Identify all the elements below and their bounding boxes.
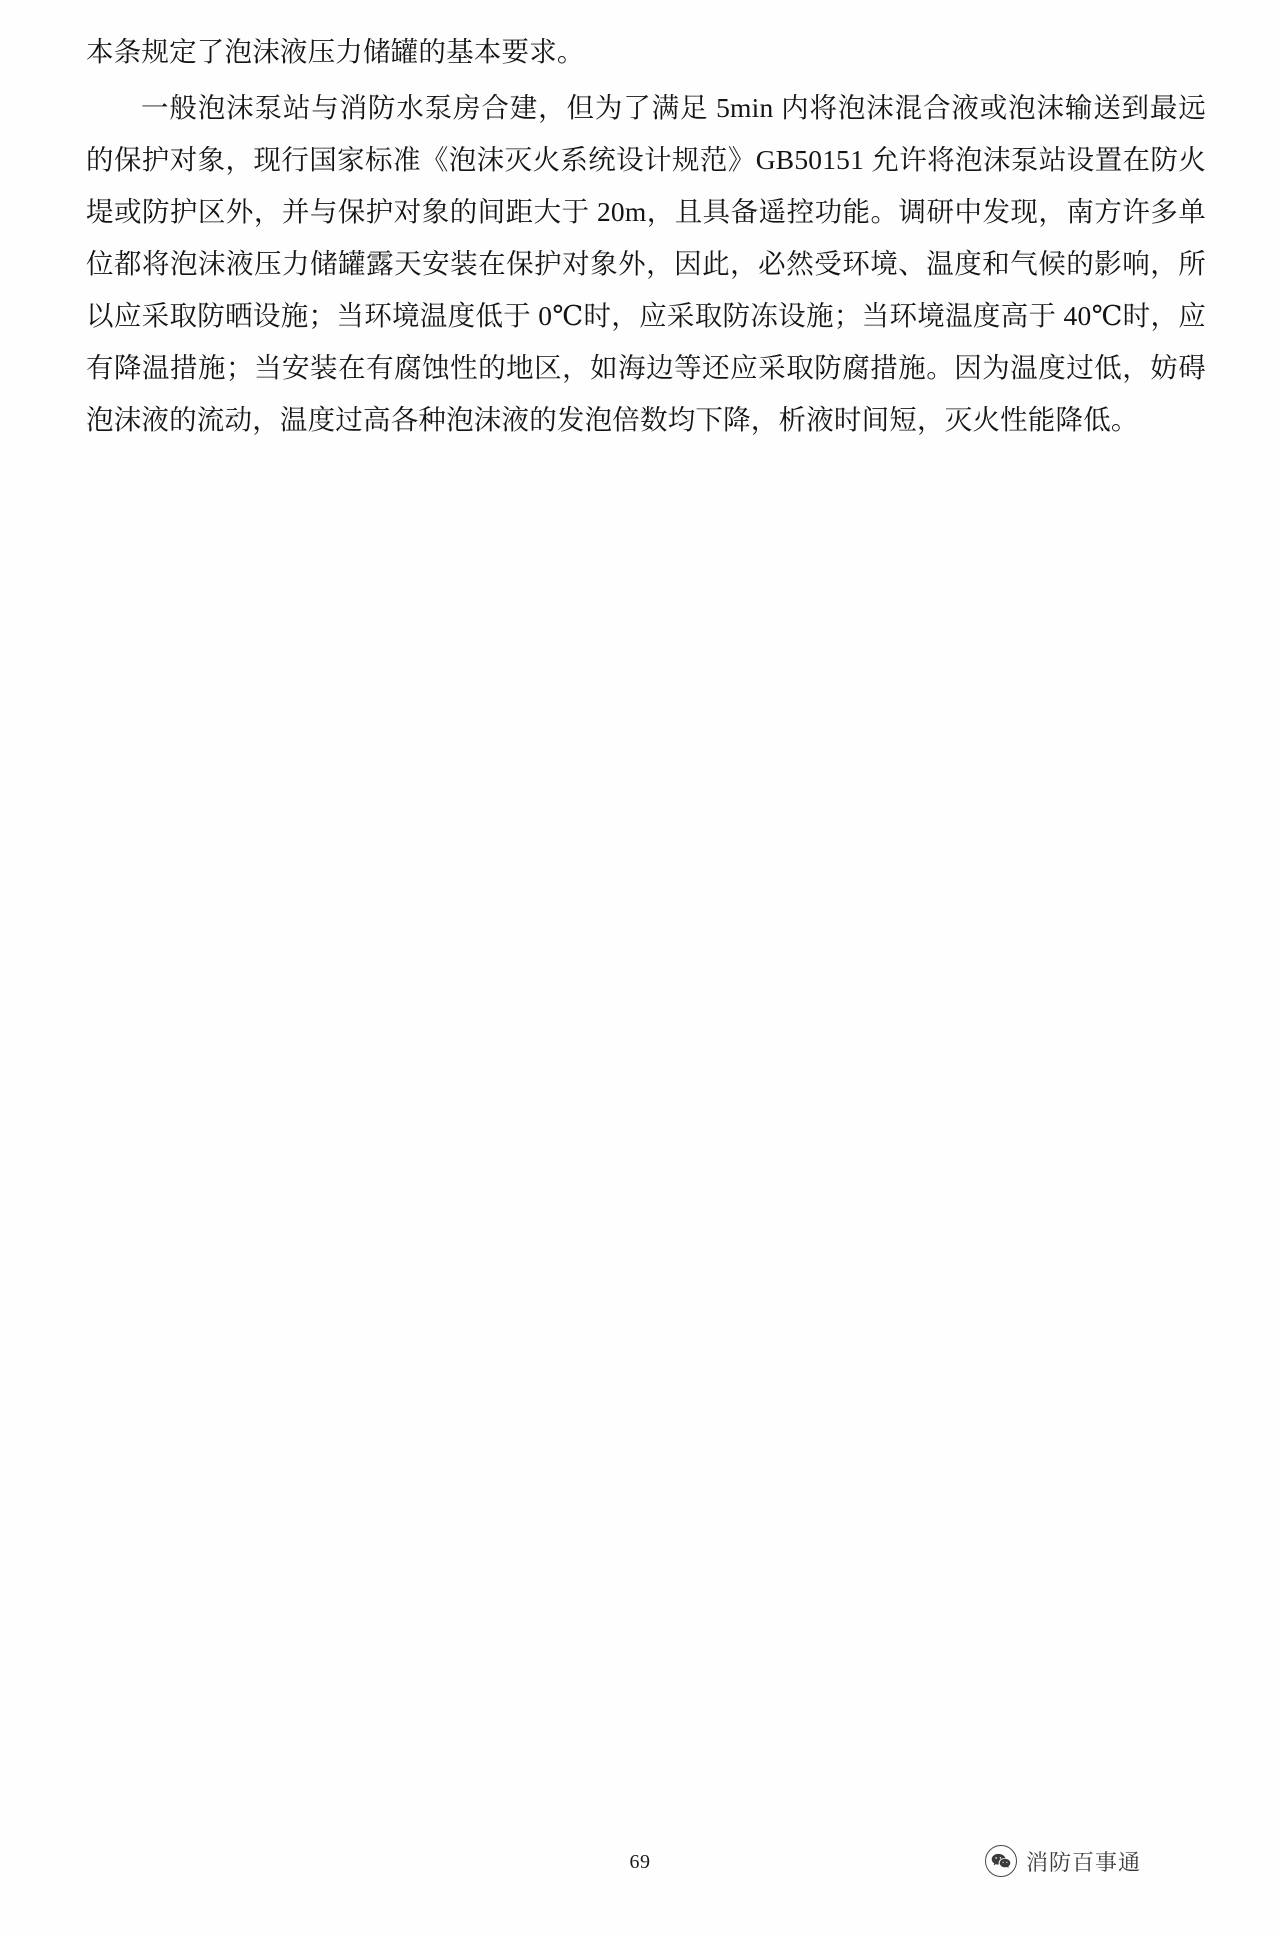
paragraph-2: 一般泡沫泵站与消防水泵房合建，但为了满足 5min 内将泡沫混合液或泡沫输送到最远的保护对象，现行国家标准《泡沫灭火系统设计规范》GB50151 允许将泡沫泵站设置在防火堤或防护区外，并与保护对象的间距大于 20m，且具备遥控功能。调研中发现，南方许多单位都将泡沫液压力储罐露天安装在保护对象外，因此，必然受环境、温度和气候的影响，所以应采取防晒设施；当环境温度低于 0℃时，应采取防冻设施；当环境温度高于 40℃时，应有降温措施；当安装在有腐蚀性的地区，如海边等还应采取防腐措施。因为温度过低，妨碍泡沫液的流动，温度过高各种泡沫液的发泡倍数均下降，析液时间短，灭火性能降低。 xyxy=(86,92,1206,435)
page-content xyxy=(86,26,1206,446)
watermark xyxy=(985,1845,1141,1877)
paragraph-1: 本条规定了泡沫液压力储罐的基本要求。 xyxy=(86,36,585,67)
page-number: 69 xyxy=(629,1851,651,1873)
watermark-label: 消防百事通 xyxy=(1026,1849,1142,1875)
wechat-icon xyxy=(985,1845,1017,1877)
